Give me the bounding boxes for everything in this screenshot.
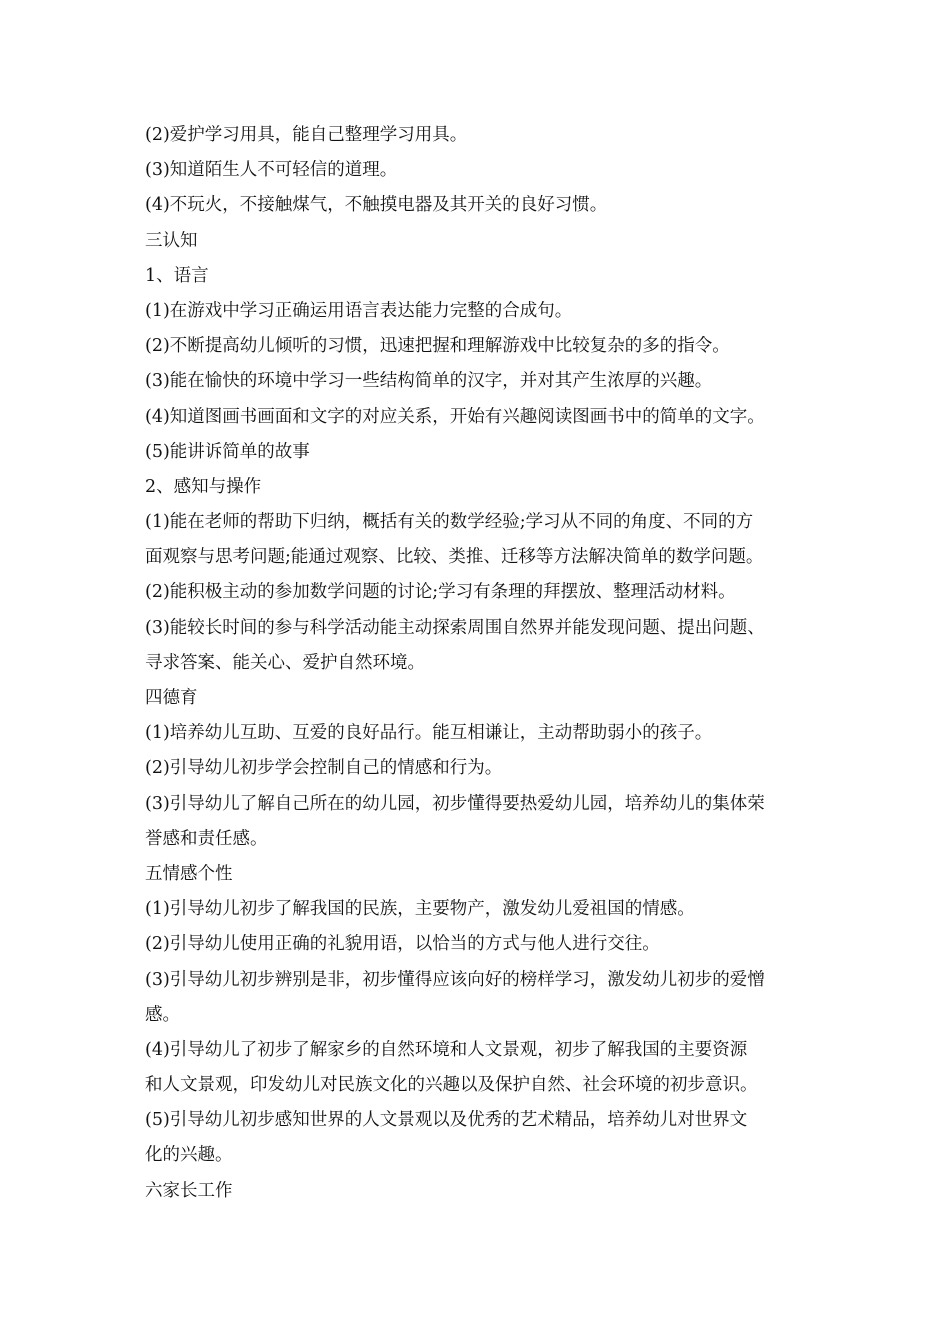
text-line: 寻求答案、能关心、爱护自然环境。 xyxy=(145,652,425,673)
text-line: (3)引导幼儿初步辨别是非，初步懂得应该向好的榜样学习，激发幼儿初步的爱憎 xyxy=(145,969,765,990)
text-line: (4)不玩火，不接触煤气，不触摸电器及其开关的良好习惯。 xyxy=(145,195,608,216)
text-line: (2)引导幼儿初步学会控制自己的情感和行为。 xyxy=(145,758,503,779)
text-line: 感。 xyxy=(145,1004,180,1025)
section-heading: 六家长工作 xyxy=(145,1180,233,1201)
text-line: 面观察与思考问题;能通过观察、比较、类推、迁移等方法解决简单的数学问题。 xyxy=(145,547,764,568)
subsection-heading: 1、语言 xyxy=(145,265,209,286)
subsection-heading: 2、感知与操作 xyxy=(145,476,262,497)
text-line: (3)能在愉快的环境中学习一些结构简单的汉字，并对其产生浓厚的兴趣。 xyxy=(145,371,713,392)
text-line: (1)培养幼儿互助、互爱的良好品行。能互相谦让，主动帮助弱小的孩子。 xyxy=(145,723,713,744)
text-line: (2)不断提高幼儿倾听的习惯，迅速把握和理解游戏中比较复杂的多的指令。 xyxy=(145,336,730,357)
text-line: (4)引导幼儿了初步了解家乡的自然环境和人文景观，初步了解我国的主要资源 xyxy=(145,1039,748,1060)
text-line: (3)引导幼儿了解自己所在的幼儿园，初步懂得要热爱幼儿园，培养幼儿的集体荣 xyxy=(145,793,765,814)
text-line: (5)能讲诉简单的故事 xyxy=(145,441,310,462)
text-line: (3)知道陌生人不可轻信的道理。 xyxy=(145,160,398,181)
text-line: (3)能较长时间的参与科学活动能主动探索周围自然界并能发现问题、提出问题、 xyxy=(145,617,765,638)
text-line: 和人文景观，印发幼儿对民族文化的兴趣以及保护自然、社会环境的初步意识。 xyxy=(145,1075,758,1096)
section-heading: 四德育 xyxy=(145,688,198,708)
text-line: (4)知道图画书画面和文字的对应关系，开始有兴趣阅读图画书中的简单的文字。 xyxy=(145,406,765,427)
text-line: (2)引导幼儿使用正确的礼貌用语，以恰当的方式与他人进行交往。 xyxy=(145,934,660,955)
text-line: (2)能积极主动的参加数学问题的讨论;学习有条理的拜摆放、整理活动材料。 xyxy=(145,582,736,603)
text-line: (1)能在老师的帮助下归纳，概括有关的数学经验;学习从不同的角度、不同的方 xyxy=(145,512,754,533)
text-line: 化的兴趣。 xyxy=(145,1145,233,1166)
text-line: 誉感和责任感。 xyxy=(145,828,268,849)
text-line: (5)引导幼儿初步感知世界的人文景观以及优秀的艺术精品，培养幼儿对世界文 xyxy=(145,1110,748,1131)
section-heading: 五情感个性 xyxy=(145,863,233,884)
section-heading: 三认知 xyxy=(145,230,198,251)
document-body xyxy=(145,118,813,1209)
text-line: (2)爱护学习用具，能自己整理学习用具。 xyxy=(145,125,468,145)
text-line: (1)引导幼儿初步了解我国的民族，主要物产，激发幼儿爱祖国的情感。 xyxy=(145,899,695,920)
text-line: (1)在游戏中学习正确运用语言表达能力完整的合成句。 xyxy=(145,300,573,321)
